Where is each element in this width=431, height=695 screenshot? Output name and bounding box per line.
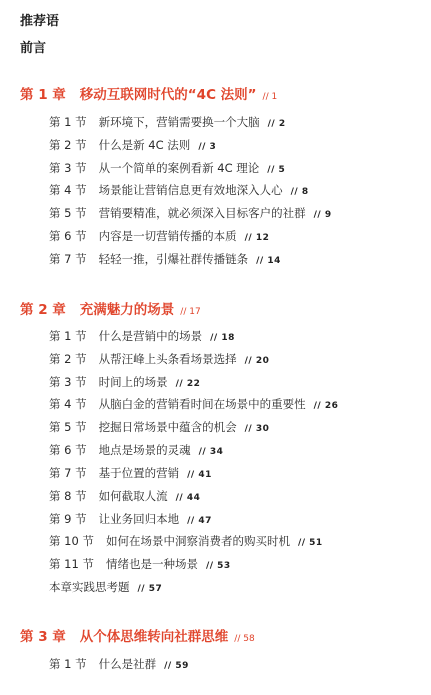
section-page-number: // 12 [244, 233, 270, 243]
toc-entry[interactable] [49, 465, 212, 481]
section-page-number: // 3 [198, 142, 217, 152]
toc-entry-practice-questions[interactable] [49, 579, 162, 595]
section-page-number: // 53 [205, 561, 231, 571]
toc-entry[interactable] [49, 205, 332, 221]
chapter-page-number: // 17 [180, 307, 201, 317]
chapter-title: 充满魅力的场景 [79, 302, 175, 318]
front-matter-preface[interactable]: 前言 [20, 41, 47, 56]
chapter-number: 第 1 章 [20, 87, 66, 103]
toc-entry[interactable] [49, 533, 323, 549]
section-title: 内容是一切营销传播的本质 [98, 229, 237, 243]
section-title: 地点是场景的灵魂 [98, 443, 191, 457]
toc-entry[interactable] [49, 396, 338, 412]
section-title: 从脑白金的营销看时间在场景中的重要性 [98, 397, 306, 411]
chapter-number: 第 3 章 [20, 629, 66, 645]
toc-entry[interactable] [49, 328, 235, 344]
chapter-title: 从个体思维转向社群思维 [79, 629, 229, 645]
section-page-number: // 20 [244, 356, 270, 366]
section-title: 什么是营销中的场景 [98, 329, 203, 343]
section-page-number: // 51 [297, 538, 323, 548]
section-number: 第 10 节 [49, 534, 94, 548]
section-title: 营销要精准，就必须深入目标客户的社群 [98, 206, 306, 220]
section-number: 第 9 节 [49, 512, 87, 526]
toc-entry[interactable] [49, 351, 269, 367]
section-number: 第 7 节 [49, 466, 87, 480]
section-page-number: // 47 [187, 516, 212, 526]
toc-entry[interactable] [49, 137, 216, 153]
section-number: 第 3 节 [49, 161, 87, 175]
toc-entry[interactable] [49, 442, 223, 458]
toc-entry[interactable] [49, 419, 269, 435]
section-title: 本章实践思考题 [49, 580, 130, 594]
chapter-title: 移动互联网时代的“4C 法则” [79, 87, 257, 103]
section-title: 什么是新 4C 法则 [98, 138, 191, 152]
toc-entry[interactable] [49, 182, 309, 198]
chapter-number: 第 2 章 [20, 302, 66, 318]
section-title: 什么是社群 [98, 657, 157, 671]
section-page-number: // 18 [210, 333, 235, 343]
toc-entry[interactable] [49, 556, 231, 572]
toc-entry[interactable] [49, 374, 200, 390]
section-number: 第 11 节 [49, 557, 94, 571]
section-title: 从帮汪峰上头条看场景选择 [98, 352, 237, 366]
section-page-number: // 34 [198, 447, 224, 457]
section-number: 第 5 节 [49, 206, 87, 220]
section-title: 让业务回归本地 [98, 512, 180, 526]
section-number: 第 4 节 [49, 397, 87, 411]
section-title: 新环境下，营销需要换一个大脑 [98, 115, 260, 129]
chapter-page-number: // 58 [234, 634, 255, 644]
section-page-number: // 14 [256, 256, 281, 266]
toc-entry[interactable] [49, 251, 281, 267]
toc-entry[interactable] [49, 114, 286, 130]
section-title: 轻轻一推，引爆社群传播链条 [98, 252, 249, 266]
section-number: 第 4 节 [49, 183, 87, 197]
section-page-number: // 26 [313, 401, 339, 411]
toc-entry[interactable] [49, 160, 285, 176]
section-page-number: // 30 [244, 424, 270, 434]
section-page-number: // 41 [187, 470, 212, 480]
toc-entry[interactable] [49, 228, 269, 244]
section-title: 基于位置的营销 [98, 466, 180, 480]
section-title: 从一个简单的案例看新 4C 理论 [98, 161, 260, 175]
section-number: 第 5 节 [49, 420, 87, 434]
section-page-number: // 44 [175, 493, 201, 503]
section-number: 第 2 节 [49, 138, 87, 152]
section-number: 第 1 节 [49, 115, 87, 129]
section-number: 第 6 节 [49, 229, 87, 243]
section-page-number: // 9 [313, 210, 332, 220]
chapter-3-heading[interactable] [20, 625, 255, 645]
section-title: 场景能让营销信息更有效地深入人心 [98, 183, 283, 197]
section-page-number: // 5 [267, 165, 286, 175]
chapter-2-heading[interactable] [20, 298, 201, 318]
section-page-number: // 8 [290, 187, 309, 197]
chapter-page-number: // 1 [262, 92, 278, 102]
chapter-1-heading[interactable] [20, 83, 277, 103]
toc-entry[interactable] [49, 488, 200, 504]
section-page-number: // 59 [164, 661, 189, 671]
section-title: 情绪也是一种场景 [105, 557, 198, 571]
section-title: 如何截取人流 [98, 489, 168, 503]
section-number: 第 1 节 [49, 657, 87, 671]
front-matter-recommendation[interactable]: 推荐语 [20, 14, 60, 29]
section-number: 第 3 节 [49, 375, 87, 389]
section-title: 挖掘日常场景中蕴含的机会 [98, 420, 237, 434]
section-number: 第 7 节 [49, 252, 87, 266]
section-page-number: // 2 [267, 119, 286, 129]
section-page-number: // 57 [137, 584, 163, 594]
section-title: 时间上的场景 [98, 375, 168, 389]
toc-entry[interactable] [49, 656, 189, 672]
section-page-number: // 22 [175, 379, 201, 389]
toc-entry[interactable] [49, 511, 212, 527]
section-title: 如何在场景中洞察消费者的购买时机 [105, 534, 290, 548]
section-number: 第 8 节 [49, 489, 87, 503]
section-number: 第 2 节 [49, 352, 87, 366]
section-number: 第 1 节 [49, 329, 87, 343]
section-number: 第 6 节 [49, 443, 87, 457]
